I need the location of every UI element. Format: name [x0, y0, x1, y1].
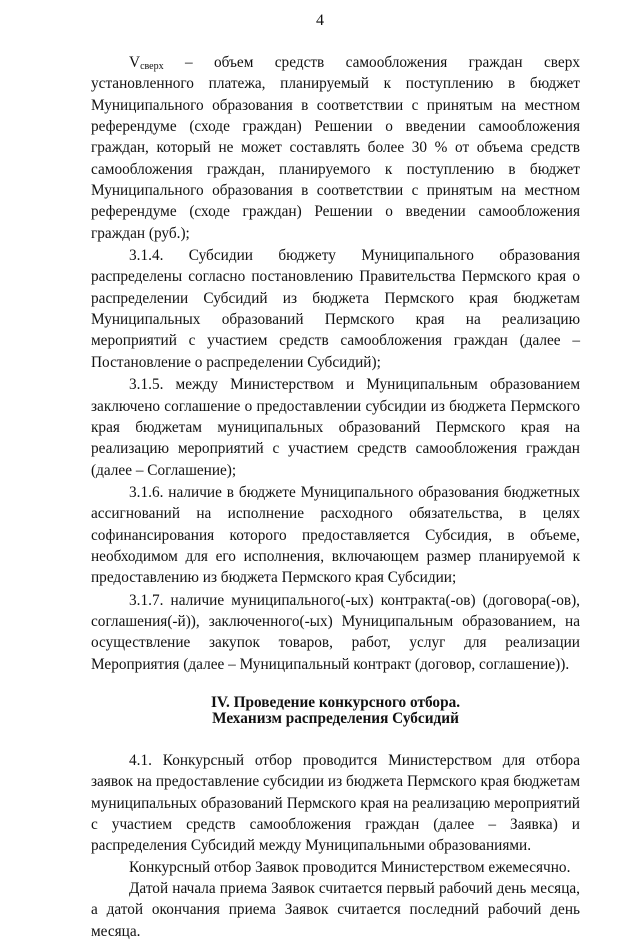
variable-subscript: сверх — [140, 61, 164, 72]
paragraph-3-1-4: 3.1.4. Субсидии бюджету Муниципального образования распределены согласно постановлению Правительства Пермского края о распределении Субсидий из бюджета Пермского края бюджетам Муниципальных образований Пермского края на реализацию мероприятий с участием средств самообложения граждан (далее – Постановление о распределении Субсидий); — [91, 247, 580, 371]
paragraph-text: – объем средств самообложения граждан сверх установленного платежа, планируемый к поступлению в бюджет Муниципального образования в соответствии с принятым на местном референдуме (сходе граждан) Решении о введении самообложения граждан, который не может составлять более 30 % от объема средств самообложения граждан, планируемого к поступлению в бюджет Муниципального образования в соответствии с принятым на местном референдуме (сходе граждан) Решении о введении самообложения граждан (руб.); — [91, 54, 580, 242]
variable-v: V — [129, 54, 141, 71]
section-heading-line-2: Механизм распределения Субсидий — [212, 709, 459, 727]
section-heading-line-1: IV. Проведение конкурсного отбора. — [210, 693, 461, 711]
paragraph-3-1-6: 3.1.6. наличие в бюджете Муниципального образования бюджетных ассигнований на исполнение расходного обязательства, в целях софинансирования которого предоставляется Субсидия, в объеме, необходимом для его исполнения, включающем размер планируемой к предоставлению из бюджета Пермского края Субсидии; — [91, 483, 580, 587]
paragraph-3-1-5: 3.1.5. между Министерством и Муниципальным образованием заключено соглашение о предоставлении субсидии из бюджета Пермского края бюджетам муниципальных образований Пермского края на реализацию мероприятий с участием средств самообложения граждан (далее – Соглашение); — [91, 376, 580, 479]
page-number: 4 — [316, 12, 324, 29]
section-heading — [91, 695, 580, 727]
paragraph-4-1: 4.1. Конкурсный отбор проводится Министерством для отбора заявок на предоставление субсидии из бюджета Пермского края бюджетам муниципальных образований Пермского края на реализацию мероприятий с участием средств самообложения граждан (далее – Заявка) и распределения Субсидий между Муниципальными образованиями. — [91, 751, 580, 855]
paragraph-application-dates: Датой начала приема Заявок считается первый рабочий день месяца, а датой окончания приема Заявок считается последний рабочий день месяца. — [91, 880, 580, 940]
paragraph-v-sverh-definition — [91, 52, 580, 244]
document-body — [91, 52, 580, 942]
paragraph-3-1-7: 3.1.7. наличие муниципального(-ых) контракта(-ов) (договора(-ов), соглашения(-й)), заключенного(-ых) Муниципальным образованием, на осуществление закупок товаров, работ, услуг для реализации Мероприятия (далее – Муниципальный контракт (договор, соглашение)). — [91, 591, 580, 673]
paragraph-monthly-selection: Конкурсный отбор Заявок проводится Министерством ежемесячно. — [129, 858, 571, 876]
